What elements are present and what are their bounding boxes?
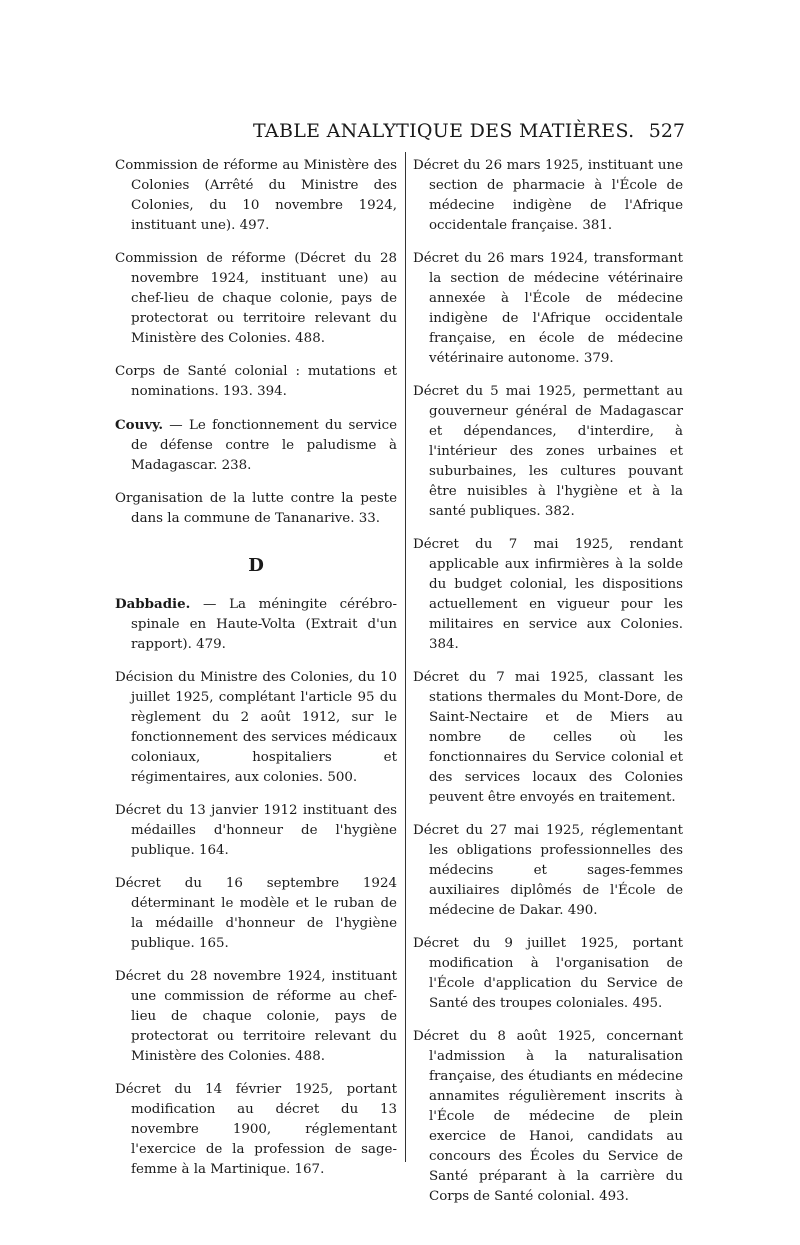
index-entry-couvy bbox=[115, 415, 397, 476]
index-entry: Organisation de la lutte contre la peste dans la commune de Tananarive. 33. bbox=[115, 491, 397, 526]
running-title: TABLE ANALYTIQUE DES MATIÈRES. bbox=[253, 120, 635, 142]
entry-text: — La méningite cérébro-spinale en Haute-Volta (Extrait d'un rapport). 479. bbox=[131, 597, 397, 652]
author-name: Couvy. bbox=[115, 417, 164, 433]
section-letter: D bbox=[248, 555, 264, 576]
index-entry: Décret du 28 novembre 1924, instituant une commission de réforme au chef-lieu de chaque colonie, pays de protectorat ou territoire relevant du Ministère des Colonies. 488. bbox=[115, 969, 397, 1064]
index-entry: Décret du 13 janvier 1912 instituant des médailles d'honneur de l'hygiène publique. 164. bbox=[115, 803, 397, 858]
left-column bbox=[115, 156, 397, 1193]
author-name: Dabbadie. bbox=[115, 596, 191, 612]
index-entry: Corps de Santé colonial : mutations et nominations. 193. 394. bbox=[115, 364, 397, 399]
index-entry: Décret du 8 août 1925, concernant l'admission à la naturalisation française, des étudiants en médecine annamites régulièrement inscrits à l'École de médecine de plein exercice de Hanoi, candidats au concours des Écoles du Service de Santé préparant à la carrière du Corps de Santé colonial. 493. bbox=[413, 1029, 683, 1204]
index-entry: Décret du 26 mars 1925, instituant une section de pharmacie à l'École de médecine indigène de l'Afrique occidentale française. 381. bbox=[413, 158, 683, 233]
index-entry: Décret du 27 mai 1925, réglementant les obligations professionnelles des médecins et sages-femmes auxiliaires diplômés de l'École de médecine de Dakar. 490. bbox=[413, 823, 683, 918]
entry-text: — Le fonctionnement du service de défense contre le paludisme à Madagascar. 238. bbox=[131, 418, 397, 473]
index-entry: Décret du 26 mars 1924, transformant la section de médecine vétérinaire annexée à l'École de médecine indigène de l'Afrique occidentale française, en école de médecine vétérinaire autonome. 379. bbox=[413, 251, 683, 366]
index-entry: Décret du 16 septembre 1924 déterminant le modèle et le ruban de la médaille d'honneur de l'hygiène publique. 165. bbox=[115, 876, 397, 951]
page-number: 527 bbox=[648, 120, 685, 142]
page-header bbox=[110, 120, 685, 150]
index-entry: Décision du Ministre des Colonies, du 10 juillet 1925, complétant l'article 95 du règlement du 2 août 1912, sur le fonctionnement des services médicaux coloniaux, hospitaliers et régimentaires, aux colonies. 500. bbox=[115, 670, 397, 785]
index-entry: Décret du 7 mai 1925, rendant applicable aux infirmières à la solde du budget colonial, les dispositions actuellement en vigueur pour les militaires en service aux Colonies. 384. bbox=[413, 537, 683, 652]
index-entry: Décret du 5 mai 1925, permettant au gouverneur général de Madagascar et dépendances, d'interdire, à l'intérieur des zones urbaines et suburbaines, les cultures pouvant être nuisibles à l'hygiène et à la santé publiques. 382. bbox=[413, 384, 683, 519]
index-entry: Décret du 7 mai 1925, classant les stations thermales du Mont-Dore, de Saint-Nectaire et de Miers au nombre de celles où les fonctionnaires du Service colonial et des services locaux des Colonies peuvent être envoyés en traitement. bbox=[413, 670, 683, 805]
index-entry-dabbadie bbox=[115, 594, 397, 655]
column-divider bbox=[405, 152, 406, 1162]
index-entry: Décret du 14 février 1925, portant modification au décret du 13 novembre 1900, réglementant l'exercice de la profession de sage-femme à la Martinique. 167. bbox=[115, 1082, 397, 1177]
right-column bbox=[413, 156, 683, 1220]
index-entry: Décret du 9 juillet 1925, portant modification à l'organisation de l'École d'application du Service de Santé des troupes coloniales. 495. bbox=[413, 936, 683, 1011]
index-entry: Commission de réforme au Ministère des Colonies (Arrêté du Ministre des Colonies, du 10 novembre 1924, instituant une). 497. bbox=[115, 158, 397, 233]
index-entry: Commission de réforme (Décret du 28 novembre 1924, instituant une) au chef-lieu de chaque colonie, pays de protectorat ou territoire relevant du Ministère des Colonies. 488. bbox=[115, 251, 397, 346]
